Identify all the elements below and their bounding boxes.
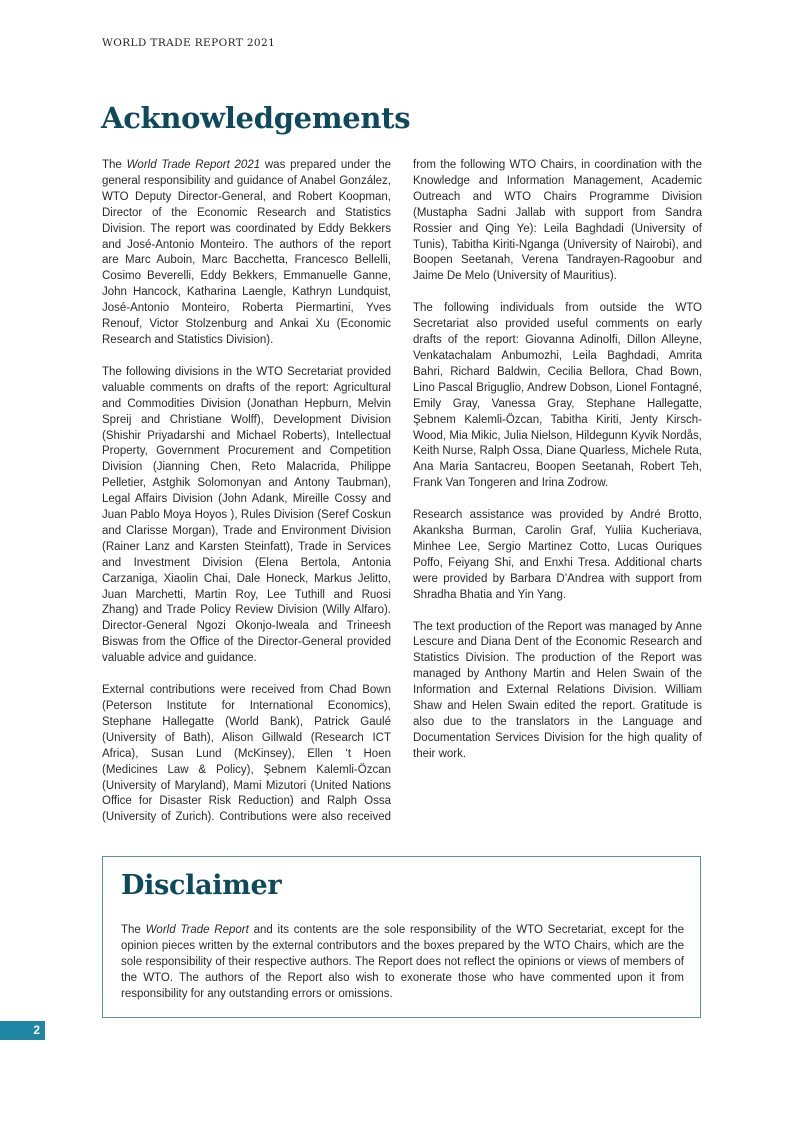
ack-paragraph-2: The following divisions in the WTO Secretariat provided valuable comments on drafts of the report: Agricultural and Commodities Division (Jonathan Hepburn, Melvin Spreij and Christiane Wolff), Development Division (Shishir Priyadarshi and Michael Roberts), Intellectual Property, Government Procurement and Competition Division (Jianning Chen, Reto Malacrida, Philippe Pelletier, Astghik Solomonyan and Antony Taubman), Legal Affairs Division (John Adank, Mireille Cossy and Juan Pablo Moya Hoyos ), Rules Division (Seref Coskun and Clarisse Morgan), Trade and Environment Division (Rainer Lanz and Karsten Steinfatt), Trade in Services and Investment Division (Elena Bertola, Antonia Carzaniga, Xiaolin Chai, Dale Honeck, Markus Jelitto, Juan Marchetti, Martin Roy, Lee Tuthill and Ruosi Zhang) and Trade Policy Review Division (Willy Alfaro). Director-General Ngozi Okonjo-Iweala and Trineesh Biswas from the Office of the Director-General provided valuable advice and guidance. — [102, 365, 391, 665]
page-number-tab — [0, 1021, 45, 1040]
report-title-italic: World Trade Report 2021 — [126, 159, 261, 171]
ack-paragraph-3: External contributions were received from Chad Bown (Peterson Institute for International Economics), Stephane Hallegatte (World Bank), Patrick Gaulé (University of Bath), Alison Gillwald (Research ICT Africa), Susan Lund (McKinsey), Ellen ‘t Hoen (Medicines Law & Policy), Şebnem Kalemli-Özcan (University of Maryland), Mami Mizutori (United Nations Office for Disaster Risk Reduction) and Ralph Ossa (University of Zurich). Contributions were also received — [102, 684, 391, 824]
ack-paragraph-4: The following individuals from outside the WTO Secretariat also provided useful comments on early drafts of the report: Giovanna Adinolfi, Dillon Alleyne, Venkatachalam Anbumozhi, Leila Baghdadi, Amrita Bahri, Richard Baldwin, Cecilia Bellora, Chad Bown, Lino Pascal Briguglio, Andrew Dobson, Lionel Fontagné, Emily Gray, Vanessa Gray, Stephane Hallegatte, Şebnem Kalemli-Özcan, Tabitha Kiriti, Jenty Kirsch-Wood, Mia Mikic, Julia Nielson, Hildegunn Kyvik Nordås, Keith Nurse, Ralph Ossa, Diane Quarless, Michele Ruta, Ana Maria Santacreu, Boopen Seetanah, Robert Teh, Frank Van Tongeren and Irina Zodrow. — [413, 302, 702, 490]
disclaimer-box — [102, 856, 701, 1018]
disclaimer-report-title-italic: World Trade Report — [145, 924, 249, 936]
ack-p1-pre: The — [102, 159, 127, 171]
disclaimer-pre: The — [121, 924, 146, 936]
ack-paragraph-6: The text production of the Report was managed by Anne Lescure and Diana Dent of the Economic Research and Statistics Division. The production of the Report was managed by Anthony Martin and Helen Swain of the Information and External Relations Division. William Shaw and Helen Swain edited the report. Gratitude is also due to the translators in the Language and Documentation Services Division for the high quality of their work. — [413, 620, 702, 760]
running-header: WORLD TRADE REPORT 2021 — [102, 37, 276, 49]
ack-paragraph-5: Research assistance was provided by André Brotto, Akanksha Burman, Carolin Graf, Yuliia Kucheriava, Minhee Lee, Sergio Martinez Cotto, Lucas Ouriques Poffo, Feiyang Shi, and Enxhi Tresa. Additional charts were provided by Barbara D’Andrea with support from Shradha Bhatia and Yin Yang. — [413, 509, 702, 601]
ack-paragraph-3-continued: from the following WTO Chairs, in coordination with the Knowledge and Information Management, Academic Outreach and WTO Chairs Programme Division (Mustapha Sadni Jallab with support from Sandra Rossier and Qing Ye): Leila Baghdadi (University of Tunis), Tabitha Kiriti-Nganga (University of Nairobi), and Boopen Seetanah, Verena Tandrayen-Ragoobur and Jaime De Melo (University of Mauritius). — [413, 159, 702, 283]
page-title: Acknowledgements — [101, 101, 411, 135]
ack-p1-post: was prepared under the general responsibility and guidance of Anabel González, WTO Deputy Director-General, and Robert Koopman, Director of the Economic Research and Statistics Division. The report was coordinated by Eddy Bekkers and José-Antonio Monteiro. The authors of the report are Marc Auboin, Marc Bacchetta, Francesco Bellelli, Cosimo Beverelli, Eddy Bekkers, Emmanuelle Ganne, John Hancock, Katharina Laengle, Kathryn Lundquist, José-Antonio Monteiro, Roberta Piermartini, Yves Renouf, Victor Stolzenburg and Ankai Xu (Economic Research and Statistics Division). — [102, 159, 391, 346]
disclaimer-text — [121, 923, 684, 1003]
ack-paragraph-1 — [102, 158, 391, 349]
acknowledgements-column-left — [102, 158, 391, 826]
page-number: 2 — [33, 1023, 40, 1037]
disclaimer-title: Disclaimer — [121, 870, 282, 901]
disclaimer-post: and its contents are the sole responsibility of the WTO Secretariat, except for the opinion pieces written by the external contributors and the boxes prepared by the WTO Chairs, which are the sole responsibility of their respective authors. The Report does not reflect the opinions or views of members of the WTO. The authors of the Report also wish to exonerate those who have commented upon it from responsibility for any outstanding errors or omissions. — [121, 924, 684, 1000]
acknowledgements-column-right — [413, 158, 702, 763]
